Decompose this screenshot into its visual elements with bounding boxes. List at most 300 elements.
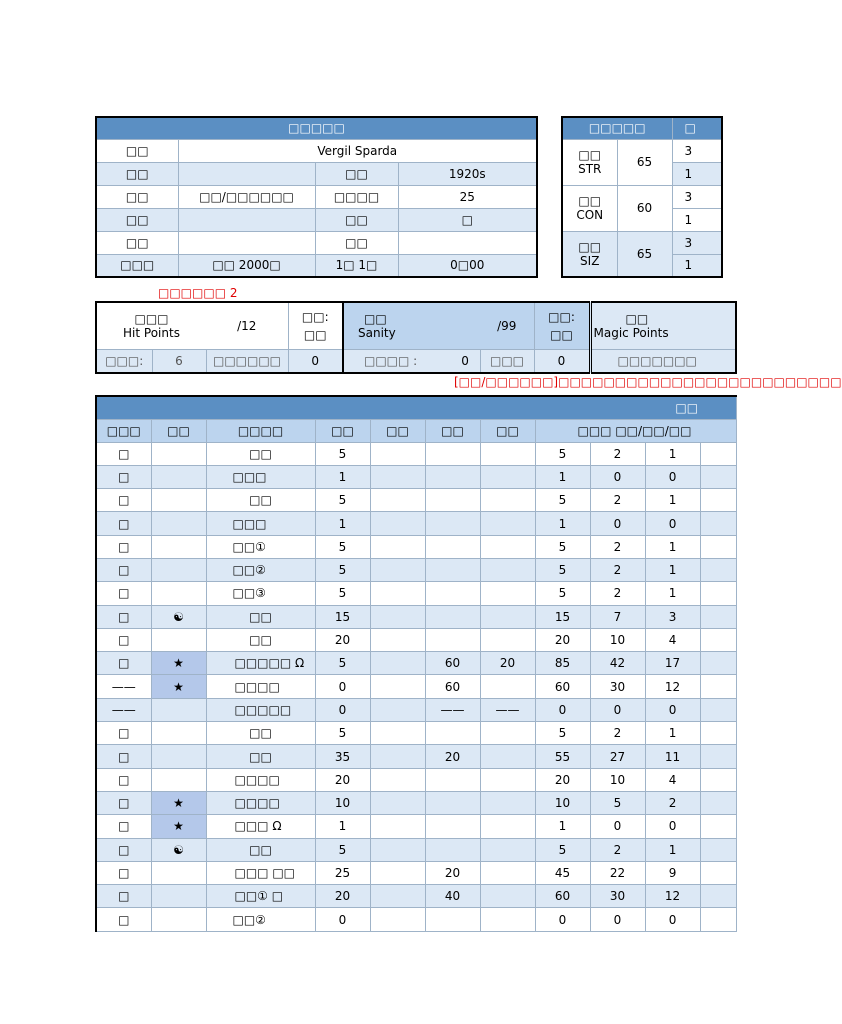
skill-growth-checkbox[interactable]: □ (96, 885, 151, 908)
skill-growth-checkbox[interactable]: □ (96, 442, 151, 465)
skill-row (96, 675, 736, 698)
skill-mark: ☯ (151, 605, 206, 628)
skill-row-pad (700, 908, 736, 931)
skill-row (96, 745, 736, 768)
skill-row-pad (700, 745, 736, 768)
skill-row (96, 652, 736, 675)
attr-name: □□ (578, 148, 602, 162)
skill-total: 5 (535, 558, 590, 581)
skill-base: 5 (315, 442, 370, 465)
skill-total: 20 (535, 768, 590, 791)
skill-row (96, 582, 736, 605)
info-value[interactable] (398, 231, 537, 254)
skill-points[interactable] (370, 745, 425, 768)
skill-points[interactable] (370, 652, 425, 675)
skill-growth-checkbox[interactable]: —— (96, 698, 151, 721)
skill-name: □□ (206, 722, 315, 745)
attributes-table (561, 116, 723, 278)
skill-points[interactable] (425, 465, 480, 488)
skill-points[interactable] (425, 768, 480, 791)
date-time[interactable]: 0□00 (398, 254, 537, 277)
attr-value-str[interactable]: 65 (617, 139, 672, 185)
skill-total: 20 (535, 628, 590, 651)
skill-points[interactable] (425, 512, 480, 535)
skill-points[interactable] (425, 605, 480, 628)
skill-base: 20 (315, 628, 370, 651)
skill-row-pad (700, 442, 736, 465)
skill-growth-checkbox[interactable]: □ (96, 489, 151, 512)
skill-points[interactable] (370, 535, 425, 558)
skill-half: 2 (590, 489, 645, 512)
warning-text (454, 375, 842, 389)
skill-base: 5 (315, 558, 370, 581)
skill-mark (151, 558, 206, 581)
stat-value[interactable]: 0 (288, 349, 343, 373)
skill-row-pad (700, 791, 736, 814)
skill-total: 1 (535, 465, 590, 488)
skill-mark: ★ (151, 675, 206, 698)
attr-value-con[interactable]: 60 (617, 185, 672, 231)
skill-fifth: 0 (645, 512, 700, 535)
skill-points[interactable]: 20 (425, 861, 480, 884)
stat-value[interactable]: 0 (534, 349, 590, 373)
skill-fifth: 9 (645, 861, 700, 884)
skill-growth-checkbox[interactable]: □ (96, 512, 151, 535)
era-value[interactable]: 1920s (398, 162, 537, 185)
skill-base: 1 (315, 815, 370, 838)
skill-name: □□③ (206, 582, 315, 605)
skill-row-pad (700, 605, 736, 628)
attr-half: 3 (672, 139, 722, 162)
notice-text: □□□□□□ 2 (158, 286, 238, 300)
skill-row-pad (700, 535, 736, 558)
skill-points[interactable]: —— (480, 698, 535, 721)
skill-name: □□ (206, 628, 315, 651)
skill-points[interactable] (480, 885, 535, 908)
skill-base: 1 (315, 465, 370, 488)
skill-fifth: 1 (645, 558, 700, 581)
skill-points[interactable] (370, 722, 425, 745)
skill-fifth: 0 (645, 908, 700, 931)
skill-name: □□ (206, 442, 315, 465)
skill-mark: ★ (151, 652, 206, 675)
skill-row (96, 535, 736, 558)
skills-column-header: □□□□ (206, 419, 315, 442)
skill-name: □□□□□ (206, 698, 315, 721)
skill-row (96, 815, 736, 838)
skill-half: 2 (590, 838, 645, 861)
info-value[interactable] (178, 231, 315, 254)
skill-points[interactable] (425, 582, 480, 605)
skill-base: 0 (315, 908, 370, 931)
attributes-header-extra: □ (672, 117, 722, 139)
skill-points[interactable] (370, 558, 425, 581)
skill-mark (151, 465, 206, 488)
skill-total: 60 (535, 885, 590, 908)
skill-growth-checkbox[interactable]: □ (96, 582, 151, 605)
skill-points[interactable] (425, 535, 480, 558)
skill-name: □□□ □□ (206, 861, 315, 884)
date-year[interactable]: □□ 2000□ (178, 254, 315, 277)
skill-fifth: 1 (645, 582, 700, 605)
sanity-label: □□ (364, 311, 387, 326)
info-value[interactable] (178, 208, 315, 231)
skill-points[interactable]: 40 (425, 885, 480, 908)
skills-header-row (96, 419, 736, 442)
skill-row (96, 442, 736, 465)
gender-value[interactable]: □ (398, 208, 537, 231)
occupation-value[interactable]: □□/□□□□□□ (178, 185, 315, 208)
skill-total: 10 (535, 791, 590, 814)
skill-half: 10 (590, 628, 645, 651)
skill-row-pad (700, 815, 736, 838)
skill-growth-checkbox[interactable]: □ (96, 558, 151, 581)
skill-base: 20 (315, 885, 370, 908)
skill-name: □□□□□ Ω (206, 652, 315, 675)
skill-points[interactable] (480, 675, 535, 698)
skill-row-pad (700, 582, 736, 605)
skill-mark (151, 582, 206, 605)
skills-title: □□ (96, 396, 700, 419)
skill-row (96, 838, 736, 861)
skill-row-pad (700, 861, 736, 884)
skill-half: 30 (590, 885, 645, 908)
skill-name: □□□ (206, 465, 315, 488)
skill-mark (151, 885, 206, 908)
skill-total: 0 (535, 698, 590, 721)
sanity-current[interactable]: 0 (461, 353, 469, 368)
skill-points[interactable] (425, 791, 480, 814)
skill-name: □□① (206, 535, 315, 558)
skill-name: □□② (206, 558, 315, 581)
hp-current-label: □□□: (96, 349, 152, 373)
skill-growth-checkbox[interactable]: □ (96, 908, 151, 931)
sanity-state[interactable]: □□ (550, 327, 573, 342)
skill-fifth: 17 (645, 652, 700, 675)
skills-column-header: □□ (370, 419, 425, 442)
skill-points[interactable]: 20 (480, 652, 535, 675)
skill-half: 22 (590, 861, 645, 884)
hp-label-en: Hit Points (123, 325, 180, 340)
skill-mark (151, 861, 206, 884)
skill-name: □□ (206, 489, 315, 512)
skill-row-pad (700, 465, 736, 488)
skill-points[interactable]: 60 (425, 652, 480, 675)
skill-row (96, 465, 736, 488)
skill-fifth: 12 (645, 675, 700, 698)
skill-points[interactable] (370, 582, 425, 605)
skill-total: 5 (535, 442, 590, 465)
warning-text-content: [□□/□□□□□□]□□□□□□□□□□□□□□□□□□□□□□□□□ (454, 375, 842, 389)
attr-fifth: 1 (672, 162, 722, 185)
skill-name: □□② (206, 908, 315, 931)
skill-half: 5 (590, 791, 645, 814)
skill-half: 0 (590, 815, 645, 838)
skill-name: □□□□ (206, 675, 315, 698)
skill-growth-checkbox[interactable]: □ (96, 465, 151, 488)
info-label: □□ (96, 185, 178, 208)
skill-points[interactable]: 60 (425, 675, 480, 698)
skill-fifth: 3 (645, 605, 700, 628)
skill-points[interactable] (370, 838, 425, 861)
attr-name: □□ (578, 194, 602, 208)
skill-mark (151, 908, 206, 931)
skill-points[interactable] (480, 908, 535, 931)
skill-points[interactable] (425, 838, 480, 861)
skill-half: 2 (590, 442, 645, 465)
skill-row-pad (700, 698, 736, 721)
skill-row-pad (700, 628, 736, 651)
skill-points[interactable] (425, 815, 480, 838)
skill-row (96, 698, 736, 721)
skill-growth-checkbox[interactable]: □ (96, 652, 151, 675)
skill-mark (151, 489, 206, 512)
attr-name: □□ (578, 239, 602, 254)
skills-table (95, 395, 737, 932)
attr-fifth: 1 (672, 254, 722, 277)
sanity-current-label (343, 349, 480, 373)
attr-value-siz[interactable]: 65 (617, 231, 672, 277)
skill-fifth: 4 (645, 628, 700, 651)
skill-growth-checkbox[interactable]: □ (96, 628, 151, 651)
skill-points[interactable] (370, 489, 425, 512)
skill-points[interactable] (370, 605, 425, 628)
skill-fifth: 0 (645, 465, 700, 488)
attr-abbr: STR (578, 162, 602, 176)
skill-mark (151, 512, 206, 535)
skill-base: 5 (315, 722, 370, 745)
skill-row-pad (700, 885, 736, 908)
skill-points[interactable] (480, 489, 535, 512)
skill-points[interactable] (480, 605, 535, 628)
skill-row-pad (700, 652, 736, 675)
skill-points[interactable] (480, 465, 535, 488)
skill-points[interactable] (480, 512, 535, 535)
info-label: □□ (315, 231, 398, 254)
attr-fifth: 1 (672, 208, 722, 231)
skill-points[interactable] (370, 861, 425, 884)
mp-current-label: □□□□□□□ (590, 349, 736, 373)
attr-abbr: CON (576, 208, 604, 222)
info-label: □□□□ (315, 185, 398, 208)
skill-points[interactable] (480, 582, 535, 605)
skill-base: 20 (315, 768, 370, 791)
skill-mark: ★ (151, 815, 206, 838)
hp-state[interactable]: □□ (303, 327, 327, 342)
skill-name: □□ (206, 605, 315, 628)
attr-half: 3 (672, 231, 722, 254)
skill-mark (151, 628, 206, 651)
skill-points[interactable]: —— (425, 698, 480, 721)
skill-growth-checkbox[interactable]: □ (96, 861, 151, 884)
skill-points[interactable] (480, 535, 535, 558)
attr-half: 3 (672, 185, 722, 208)
skill-half: 0 (590, 465, 645, 488)
skill-base: 5 (315, 838, 370, 861)
info-label: □□ (96, 162, 178, 185)
skill-growth-checkbox[interactable]: —— (96, 675, 151, 698)
age-value[interactable]: 25 (398, 185, 537, 208)
info-value[interactable] (178, 162, 315, 185)
skill-row (96, 908, 736, 931)
stats-table (95, 301, 737, 374)
skill-points[interactable] (480, 558, 535, 581)
skill-base: 5 (315, 535, 370, 558)
skill-mark (151, 442, 206, 465)
info-label: □□ (96, 139, 178, 162)
skill-points[interactable] (370, 675, 425, 698)
skill-row-pad (700, 722, 736, 745)
skill-total: 5 (535, 489, 590, 512)
skill-name: □□□□ (206, 768, 315, 791)
skills-column-header: □□ (480, 419, 535, 442)
date-day[interactable]: 1□ 1□ (315, 254, 398, 277)
skill-total: 60 (535, 675, 590, 698)
skill-growth-checkbox[interactable]: □ (96, 815, 151, 838)
skill-half: 2 (590, 582, 645, 605)
skill-growth-checkbox[interactable]: □ (96, 605, 151, 628)
skill-points[interactable] (480, 442, 535, 465)
skill-points[interactable] (480, 838, 535, 861)
attr-abbr: SIZ (580, 253, 600, 268)
skill-points[interactable] (425, 558, 480, 581)
skill-row-pad (700, 512, 736, 535)
skill-base: 0 (315, 698, 370, 721)
skill-fifth: 1 (645, 489, 700, 512)
skill-row-pad (700, 768, 736, 791)
skill-half: 2 (590, 558, 645, 581)
skills-column-header: □□ (151, 419, 206, 442)
skill-total: 1 (535, 815, 590, 838)
hp-label: □□□ (134, 311, 169, 326)
skill-base: 25 (315, 861, 370, 884)
character-name[interactable]: Vergil Sparda (178, 139, 537, 162)
skill-row (96, 722, 736, 745)
skill-base: 10 (315, 791, 370, 814)
skill-row (96, 885, 736, 908)
skill-half: 2 (590, 535, 645, 558)
skill-points[interactable] (480, 745, 535, 768)
skill-points[interactable] (480, 791, 535, 814)
skill-points[interactable] (370, 768, 425, 791)
skill-points[interactable] (370, 512, 425, 535)
skill-growth-checkbox[interactable]: □ (96, 838, 151, 861)
skill-total: 5 (535, 582, 590, 605)
skill-half: 42 (590, 652, 645, 675)
skill-mark (151, 722, 206, 745)
sanity-max[interactable]: /99 (480, 302, 534, 349)
skill-total: 15 (535, 605, 590, 628)
skill-points[interactable] (480, 815, 535, 838)
skill-half: 7 (590, 605, 645, 628)
stat-label: □□□ (480, 349, 534, 373)
skill-name: □□□ Ω (206, 815, 315, 838)
skill-name: □□□ (206, 512, 315, 535)
skill-points[interactable] (370, 465, 425, 488)
skill-base: 0 (315, 675, 370, 698)
skill-growth-checkbox[interactable]: □ (96, 535, 151, 558)
skill-half: 0 (590, 512, 645, 535)
skill-points[interactable] (370, 885, 425, 908)
skill-name: □□ (206, 745, 315, 768)
skill-row-pad (700, 489, 736, 512)
info-label: □□ (96, 231, 178, 254)
skill-growth-checkbox[interactable]: □ (96, 768, 151, 791)
skill-row-pad (700, 558, 736, 581)
skill-mark (151, 745, 206, 768)
skill-points[interactable]: 20 (425, 745, 480, 768)
skill-points[interactable] (370, 908, 425, 931)
skill-points[interactable] (480, 861, 535, 884)
skill-fifth: 1 (645, 442, 700, 465)
info-label: □□ (315, 162, 398, 185)
skill-points[interactable] (425, 489, 480, 512)
skill-points[interactable] (370, 791, 425, 814)
skill-row (96, 628, 736, 651)
sanity-current-label-text: □□□□ : (364, 353, 418, 368)
skill-half: 0 (590, 698, 645, 721)
skill-points[interactable] (370, 442, 425, 465)
attributes-panel (561, 116, 700, 279)
skill-half: 27 (590, 745, 645, 768)
skill-base: 35 (315, 745, 370, 768)
skill-base: 5 (315, 489, 370, 512)
stats-panel (95, 301, 700, 374)
sanity-state-label: □□: (548, 309, 575, 324)
skill-mark (151, 535, 206, 558)
skill-base: 5 (315, 582, 370, 605)
skill-points[interactable] (480, 722, 535, 745)
skill-base: 5 (315, 652, 370, 675)
skill-points[interactable] (480, 768, 535, 791)
skill-row-pad (700, 838, 736, 861)
skill-fifth: 0 (645, 698, 700, 721)
skill-mark (151, 768, 206, 791)
skill-points[interactable] (425, 628, 480, 651)
skill-total: 1 (535, 512, 590, 535)
skill-points[interactable] (425, 722, 480, 745)
skill-total: 0 (535, 908, 590, 931)
skill-points[interactable] (370, 698, 425, 721)
skill-points[interactable] (425, 908, 480, 931)
skill-points[interactable] (480, 628, 535, 651)
skill-row (96, 512, 736, 535)
skill-base: 15 (315, 605, 370, 628)
skill-growth-checkbox[interactable]: □ (96, 745, 151, 768)
skill-half: 0 (590, 908, 645, 931)
skill-growth-checkbox[interactable]: □ (96, 791, 151, 814)
skill-points[interactable] (370, 628, 425, 651)
skill-row (96, 605, 736, 628)
skill-half: 2 (590, 722, 645, 745)
skill-row (96, 768, 736, 791)
hp-max[interactable]: /12 (206, 302, 288, 349)
skill-fifth: 1 (645, 722, 700, 745)
info-label: □□ (96, 208, 178, 231)
skill-total: 45 (535, 861, 590, 884)
info-header: □□□□□ (96, 117, 537, 139)
skill-growth-checkbox[interactable]: □ (96, 722, 151, 745)
skill-fifth: 4 (645, 768, 700, 791)
skill-total: 85 (535, 652, 590, 675)
info-label: □□□ (96, 254, 178, 277)
skill-total: 5 (535, 722, 590, 745)
skill-row (96, 558, 736, 581)
skill-points[interactable] (370, 815, 425, 838)
skill-total: 5 (535, 535, 590, 558)
skill-points[interactable] (425, 442, 480, 465)
hp-current[interactable]: 6 (152, 349, 206, 373)
